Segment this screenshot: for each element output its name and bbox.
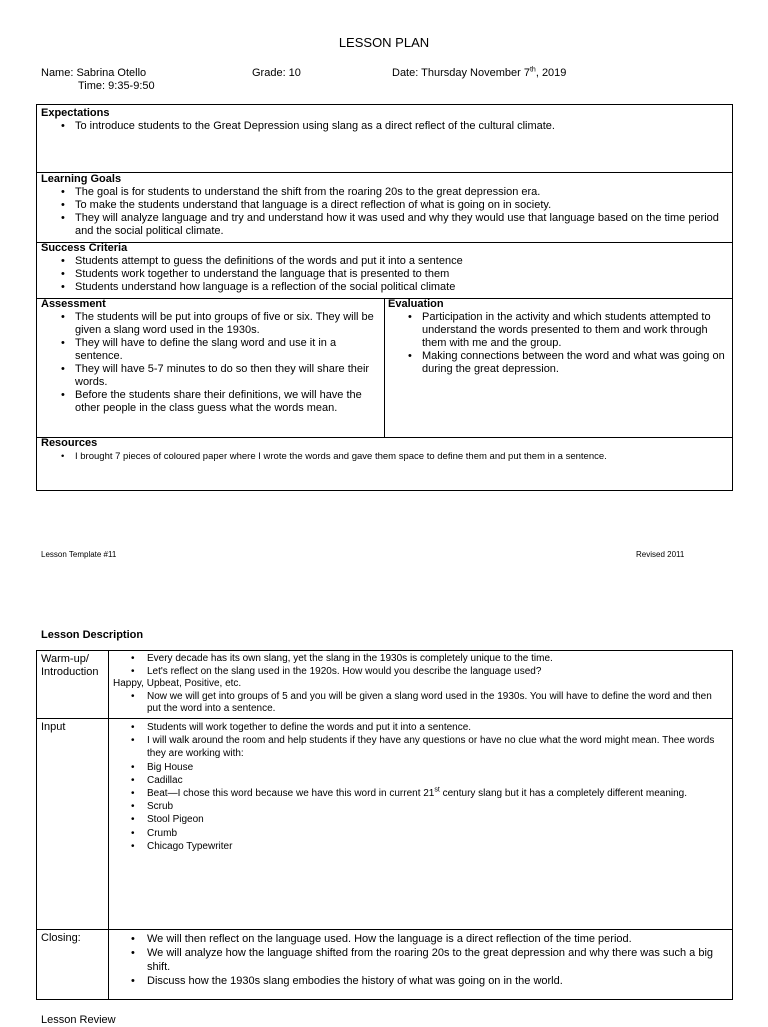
grade: Grade: 10 [252,67,301,79]
divider [384,298,385,437]
expectations-list [41,120,729,133]
list-item: • Students will work together to define the words and put it into a sentence. [109,721,727,734]
assessment-heading: Assessment [41,298,106,310]
list-item: • They will analyze language and try and understand how it was used and why they would use that language based on the time period and the social political climate. [41,212,727,238]
learning-goals-list [41,186,727,238]
teacher-name: Name: Sabrina Otello [41,67,147,79]
lesson-plan-table [36,104,733,491]
list-item: • Every decade has its own slang, yet the slang in the 1930s is completely unique to the time. [109,653,727,666]
list-item: • Making connections between the word and what was going on during the great depression. [388,350,728,376]
list-item: • Discuss how the 1930s slang embodies the history of what was going on in the world. [109,974,727,988]
input-content [109,721,727,853]
resources-heading: Resources [41,437,98,449]
list-item: • Big House [109,761,727,774]
warmup-content [109,653,727,716]
list-item: • They will have 5-7 minutes to do so then they will share their words. [41,363,383,389]
lesson-review-heading: Lesson Review [41,1014,116,1026]
success-criteria-list [41,255,727,294]
footer-revised: Revised 2011 [636,550,685,559]
list-item: • To introduce students to the Great Depression using slang as a direct reflect of the cultural climate. [41,120,729,133]
list-item: • Beat—I chose this word because we have this word in current 21st century slang but it has a completely different meaning. [109,787,727,800]
closing-content [109,932,727,988]
list-item: • Students understand how language is a reflection of the social political climate [41,281,727,294]
list-item: • I will walk around the room and help students if they have any questions or have no clue what the word might mean. Thee words they are working with: [109,734,727,760]
warmup-label: Warm-up/ Introduction [41,653,99,678]
lesson-description-heading: Lesson Description [41,629,144,641]
list-item: • I brought 7 pieces of coloured paper where I wrote the words and gave them space to define them and put them in a sentence. [41,450,729,463]
list-item: • They will have to define the slang word and use it in a sentence. [41,337,383,363]
list-item: • We will then reflect on the language used. How the language is a direct reflection of the time period. [109,932,727,946]
list-item: • Students attempt to guess the definitions of the words and put it into a sentence [41,255,727,268]
lesson-date: Date: Thursday November 7th, 2019 [392,66,567,79]
resources-section [41,437,729,463]
list-item: • Stool Pigeon [109,813,727,826]
list-item: • Chicago Typewriter [109,840,727,853]
success-criteria-section [41,242,727,294]
lesson-description-table [36,650,733,1000]
list-item: • Scrub [109,800,727,813]
evaluation-heading: Evaluation [388,298,444,310]
resources-list [41,450,729,463]
assessment-list [41,311,383,415]
list-item: • Students work together to understand the language that is presented to them [41,268,727,281]
list-item: • Before the students share their definitions, we will have the other people in the class guess what the words mean. [41,389,383,415]
list-item: • The students will be put into groups of five or six. They will be given a slang word used in the 1930s. [41,311,383,337]
list-item: • The goal is for students to understand the shift from the roaring 20s to the great depression era. [41,186,727,199]
footer-template: Lesson Template #11 [41,550,117,559]
evaluation-section [388,298,728,376]
success-criteria-heading: Success Criteria [41,242,128,254]
input-label: Input [41,721,66,733]
divider [37,718,732,719]
expectations-heading: Expectations [41,107,110,119]
page-title: LESSON PLAN [338,35,430,50]
evaluation-list [388,311,728,376]
list-item: • Cadillac [109,774,727,787]
list-item: • Crumb [109,827,727,840]
learning-goals-section [41,173,727,238]
assessment-section [41,298,383,415]
list-item: • Now we will get into groups of 5 and you will be given a slang word used in the 1930s. You will have to define the word and then put the word into a sentence. [109,691,727,716]
expectations-section [41,107,729,133]
divider [37,929,732,930]
closing-label: Closing: [41,932,81,944]
list-item: • Participation in the activity and which students attempted to understand the words presented to them and work through them with me and the group. [388,311,728,350]
learning-goals-heading: Learning Goals [41,173,122,185]
list-item: • Let's reflect on the slang used in the 1920s. How would you describe the language used? [109,666,727,679]
list-item: • We will analyze how the language shifted from the roaring 20s to the great depression and why there was such a big shift. [109,946,727,974]
warmup-plain-text: Happy, Upbeat, Positive, etc. [113,678,242,689]
lesson-time: Time: 9:35-9:50 [78,80,155,92]
list-item: • To make the students understand that language is a direct reflection of what is going on in society. [41,199,727,212]
